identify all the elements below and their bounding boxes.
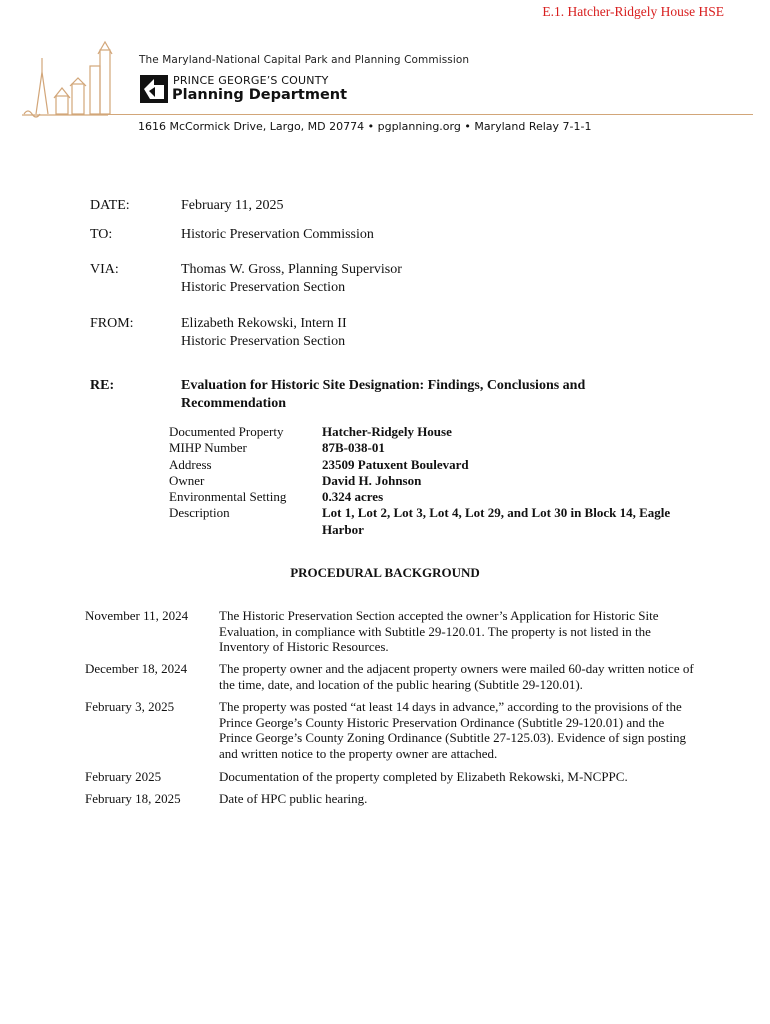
property-value: David H. Johnson	[322, 472, 422, 488]
pg-county-mark-icon	[140, 75, 168, 103]
date-label: DATE:	[90, 198, 130, 213]
contact-address: 1616 McCormick Drive, Largo, MD 20774 • pgplanning.org • Maryland Relay 7-1-1	[138, 120, 592, 133]
timeline-date: November 11, 2024	[85, 608, 189, 623]
timeline-text: Documentation of the property completed by Elizabeth Rekowski, M-NCPPC.	[219, 769, 628, 784]
to-value: Historic Preservation Commission	[181, 227, 374, 242]
property-label: Owner	[169, 472, 205, 488]
property-value: Lot 1, Lot 2, Lot 3, Lot 4, Lot 29, and Lot 30 in Block 14, Eagle Harbor	[322, 505, 671, 537]
timeline-date: December 18, 2024	[85, 661, 188, 676]
department-name: Planning Department	[172, 87, 348, 103]
re-label: RE:	[90, 378, 115, 393]
via-line1: Thomas W. Gross, Planning Supervisor	[181, 262, 402, 277]
page-tag: E.1. Hatcher-Ridgely House HSE	[542, 4, 724, 19]
via-line2: Historic Preservation Section	[181, 280, 346, 295]
via-label: VIA:	[90, 262, 119, 277]
property-value: 0.324 acres	[322, 489, 384, 505]
timeline-date: February 2025	[85, 769, 162, 784]
property-label: MIHP Number	[169, 440, 247, 456]
property-label: Address	[169, 456, 212, 472]
timeline-text: Date of HPC public hearing.	[219, 791, 368, 806]
timeline-text: The property was posted “at least 14 days in advance,” according to the provisions of the Prince George’s County Historic Preservation Ordinance (Subtitle 29-120.01) and the Prince George’s County Zoning Ordinance (Subtitle 27-125.03). Evidence of sign posting and written notice to the property owner are attached.	[219, 699, 686, 762]
procedural-background-heading: PROCEDURAL BACKGROUND	[290, 565, 480, 580]
property-label: Description	[169, 505, 230, 521]
timeline-text: The property owner and the adjacent property owners were mailed 60-day written notice of the time, date, and location of the public hearing (Subtitle 29-120.01).	[219, 661, 694, 692]
to-label: TO:	[90, 227, 113, 242]
property-value: 87B-038-01	[322, 440, 385, 456]
timeline-date: February 18, 2025	[85, 791, 181, 806]
timeline-date: February 3, 2025	[85, 699, 175, 714]
date-value: February 11, 2025	[181, 198, 284, 213]
agency-name: The Maryland-National Capital Park and Planning Commission	[139, 54, 470, 66]
property-value: 23509 Patuxent Boulevard	[322, 456, 469, 472]
from-label: FROM:	[90, 316, 134, 331]
timeline-text: The Historic Preservation Section accepted the owner’s Application for Historic Site Evaluation, in compliance with Subtitle 29-120.01. The property is not listed in the Inventory of Historic Resources.	[219, 608, 659, 655]
property-value: Hatcher-Ridgely House	[322, 424, 452, 439]
property-label: Environmental Setting	[169, 489, 287, 505]
property-label: Documented Property	[169, 424, 284, 439]
letterhead-divider	[108, 114, 753, 115]
county-name: PRINCE GEORGE’S COUNTY	[173, 74, 329, 87]
re-value: Evaluation for Historic Site Designation: Findings, Conclusions and Recommendation	[181, 378, 586, 411]
from-line1: Elizabeth Rekowski, Intern II	[181, 316, 347, 331]
from-line2: Historic Preservation Section	[181, 334, 346, 349]
skyline-logo-icon	[22, 36, 132, 121]
